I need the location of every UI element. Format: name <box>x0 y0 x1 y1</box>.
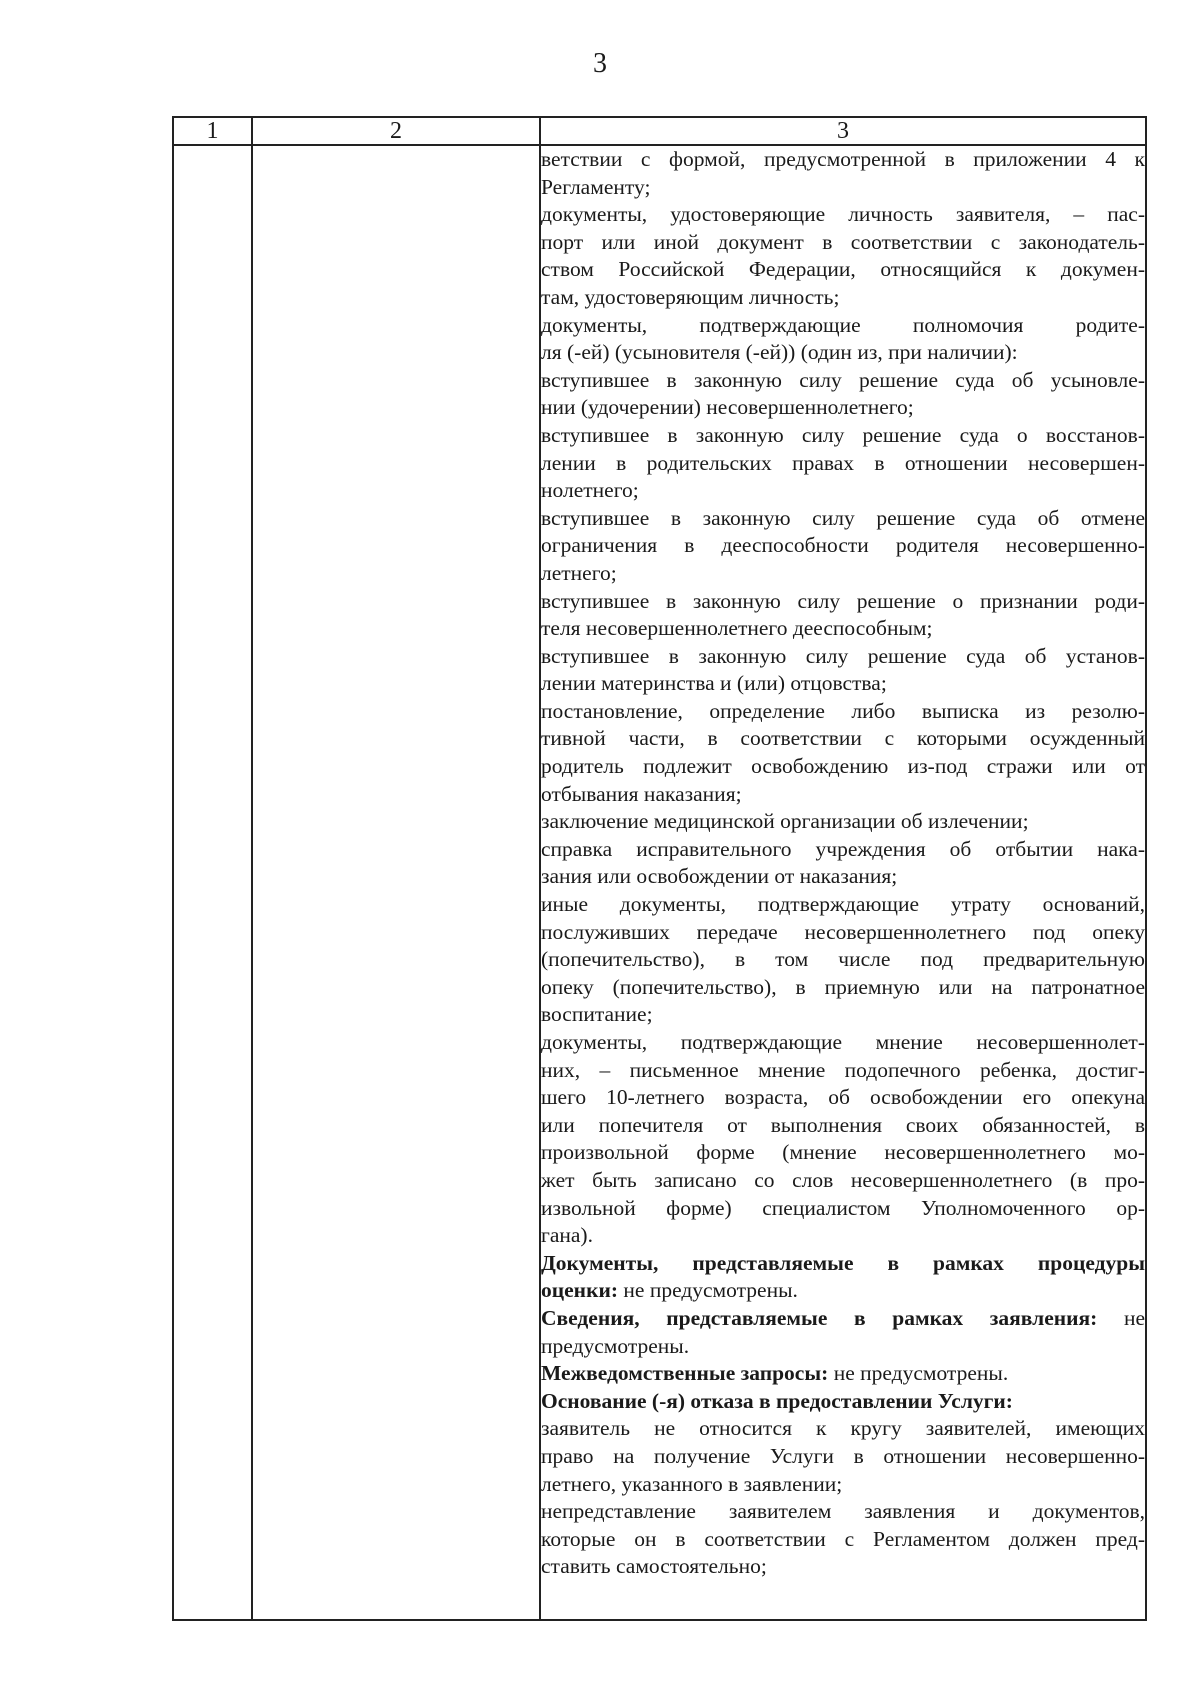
text-line <box>541 1167 1145 1195</box>
cell-column-3 <box>540 145 1146 1620</box>
text-line <box>541 560 1145 588</box>
text-line <box>541 1333 1145 1361</box>
text-line <box>541 477 1145 505</box>
line-text: иные документы, подтверждающие утрату оснований, <box>541 892 1145 917</box>
line-text: или попечителя от выполнения своих обязанностей, в <box>541 1112 1145 1137</box>
line-text: нолетнего; <box>541 478 639 503</box>
line-text: жет быть записано со слов несовершеннолетнего (в про- <box>541 1167 1145 1192</box>
text-line <box>541 174 1145 202</box>
text-line <box>541 1277 1145 1305</box>
line-text: документы, подтверждающие полномочия родите- <box>541 312 1145 337</box>
line-text: ством Российской Федерации, относящийся к докумен- <box>541 257 1145 282</box>
line-text: непредставление заявителем заявления и документов, <box>541 1499 1145 1524</box>
line-text: лении материнства и (или) отцовства; <box>541 671 887 696</box>
column-3-text <box>541 146 1145 1581</box>
text-line <box>541 229 1145 257</box>
text-line <box>541 312 1145 340</box>
text-line <box>541 256 1145 284</box>
text-line <box>541 339 1145 367</box>
text-line <box>541 836 1145 864</box>
text-line <box>541 615 1145 643</box>
line-text: документы, подтверждающие мнение несовершеннолет- <box>541 1030 1145 1054</box>
text-line <box>541 643 1145 671</box>
text-line <box>541 725 1145 753</box>
line-text: не предусмотрены. <box>828 1361 1009 1386</box>
line-text: документы, удостоверяющие личность заявителя, – пас- <box>541 202 1145 227</box>
line-text: ветствии с формой, предусмотренной в приложении 4 к <box>541 147 1145 171</box>
table-row <box>173 145 1146 1620</box>
line-text: Регламенту; <box>541 174 651 199</box>
column-header-3: 3 <box>540 117 1146 145</box>
text-line <box>541 1415 1145 1443</box>
line-text: воспитание; <box>541 1002 653 1027</box>
text-line <box>541 588 1145 616</box>
line-text: вступившее в законную силу решение суда об отмене <box>541 505 1145 530</box>
text-line <box>541 1001 1145 1029</box>
text-line <box>541 284 1145 312</box>
cell-column-1 <box>173 145 252 1620</box>
line-text: постановление, определение либо выписка из резолю- <box>541 698 1145 723</box>
column-header-2: 2 <box>252 117 540 145</box>
line-text: заявитель не относится к кругу заявителей, имеющих <box>541 1416 1145 1441</box>
line-text: вступившее в законную силу решение суда об усыновле- <box>541 367 1145 392</box>
text-line <box>541 808 1145 836</box>
text-line <box>541 1057 1145 1085</box>
line-text: летнего, указанного в заявлении; <box>541 1471 843 1496</box>
line-text: опеку (попечительство), в приемную или на патронатное <box>541 974 1145 999</box>
text-line <box>541 450 1145 478</box>
line-text: ля (-ей) (усыновителя (-ей)) (один из, при наличии): <box>541 340 1018 365</box>
line-text: родитель подлежит освобождению из-под стражи или от <box>541 754 1145 779</box>
text-line <box>541 505 1145 533</box>
text-line <box>541 394 1145 422</box>
line-text: произвольной форме (мнение несовершеннолетнего мо- <box>541 1140 1145 1165</box>
text-line <box>541 753 1145 781</box>
text-line <box>541 974 1145 1002</box>
text-line <box>541 532 1145 560</box>
text-line <box>541 1195 1145 1223</box>
text-line <box>541 1029 1145 1057</box>
text-line <box>541 781 1145 809</box>
text-line <box>541 670 1145 698</box>
line-text: шего 10-летнего возраста, об освобождении его опекуна <box>541 1085 1145 1110</box>
text-line <box>541 1112 1145 1140</box>
line-text: ограничения в дееспособности родителя несовершенно- <box>541 533 1145 558</box>
line-text: порт или иной документ в соответствии с законодатель- <box>541 229 1145 254</box>
line-text: теля несовершеннолетнего дееспособным; <box>541 616 933 641</box>
line-text: (попечительство), в том числе под предварительную <box>541 947 1145 972</box>
line-text: нии (удочерении) несовершеннолетнего; <box>541 395 914 420</box>
line-text: извольной форме) специалистом Уполномоченного ор- <box>541 1195 1145 1220</box>
line-text: вступившее в законную силу решение о признании роди- <box>541 588 1145 613</box>
line-text: тивной части, в соответствии с которыми осужденный <box>541 726 1145 751</box>
line-text: ставить самостоятельно; <box>541 1554 767 1579</box>
text-line <box>541 1471 1145 1499</box>
line-text: не <box>1097 1305 1145 1330</box>
text-line <box>541 1084 1145 1112</box>
text-line <box>541 367 1145 395</box>
text-line <box>541 1360 1145 1388</box>
bold-heading: Документы, представляемые в рамках процедуры <box>541 1250 1145 1275</box>
line-text: которые он в соответствии с Регламентом должен пред- <box>541 1526 1145 1551</box>
line-text: лении в родительских правах в отношении несовершен- <box>541 450 1145 475</box>
line-text: них, – письменное мнение подопечного ребенка, достиг- <box>541 1057 1145 1082</box>
table-header-row <box>173 117 1146 145</box>
bold-heading: Сведения, представляемые в рамках заявления: <box>541 1305 1098 1330</box>
line-text: не предусмотрены. <box>618 1278 798 1303</box>
text-line <box>541 146 1145 174</box>
text-line <box>541 1553 1145 1581</box>
text-line <box>541 863 1145 891</box>
text-line <box>541 1498 1145 1526</box>
text-line <box>541 1388 1145 1416</box>
line-text: справка исправительного учреждения об отбытии нака- <box>541 836 1145 861</box>
column-header-1: 1 <box>173 117 252 145</box>
text-line <box>541 1139 1145 1167</box>
page-number: 3 <box>593 48 607 79</box>
line-text: предусмотрены. <box>541 1333 690 1358</box>
line-text: вступившее в законную силу решение суда об установ- <box>541 643 1145 668</box>
cell-column-2 <box>252 145 540 1620</box>
line-text: зания или освобождении от наказания; <box>541 864 898 889</box>
line-text: отбывания наказания; <box>541 781 742 806</box>
line-text: там, удостоверяющим личность; <box>541 284 840 309</box>
text-line <box>541 698 1145 726</box>
text-line <box>541 201 1145 229</box>
text-line <box>541 422 1145 450</box>
text-line <box>541 891 1145 919</box>
text-line <box>541 946 1145 974</box>
text-line <box>541 1250 1145 1278</box>
line-text: послуживших передаче несовершеннолетнего под опеку <box>541 919 1145 944</box>
text-line <box>541 1526 1145 1554</box>
bold-heading: Основание (-я) отказа в предоставлении Услуги: <box>541 1388 1013 1413</box>
document-table <box>172 116 1147 1621</box>
bold-heading: Межведомственные запросы: <box>541 1361 829 1386</box>
bold-heading: оценки: <box>541 1278 619 1303</box>
text-line <box>541 1305 1145 1333</box>
line-text: вступившее в законную силу решение суда о восстанов- <box>541 422 1145 447</box>
line-text: право на получение Услуги в отношении несовершенно- <box>541 1443 1145 1468</box>
line-text: гана). <box>541 1223 593 1248</box>
text-line <box>541 919 1145 947</box>
text-line <box>541 1443 1145 1471</box>
line-text: летнего; <box>541 560 617 585</box>
text-line <box>541 1222 1145 1250</box>
line-text: заключение медицинской организации об излечении; <box>541 809 1029 834</box>
